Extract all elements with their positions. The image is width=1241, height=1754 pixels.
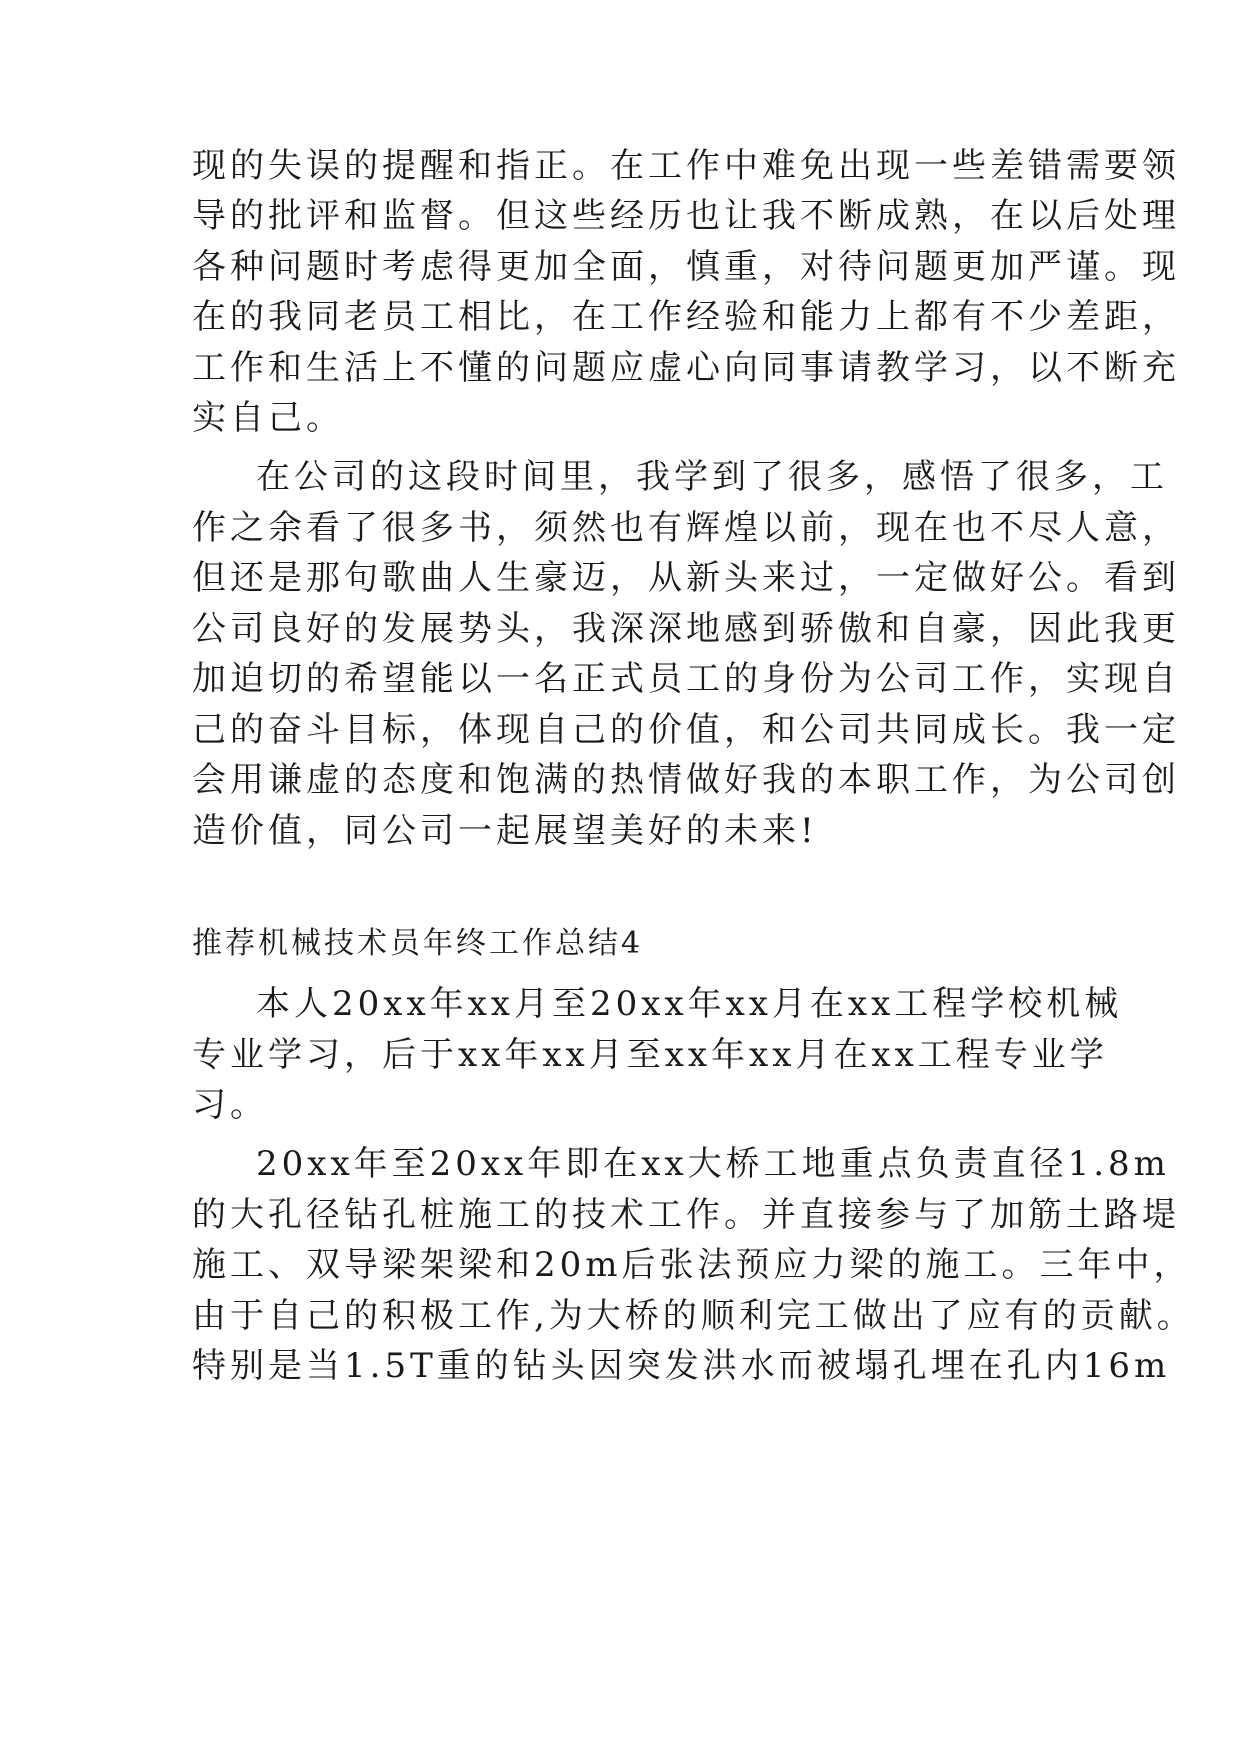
paragraph-4-line-1: 20xx年至20xx年即在xx大桥工地重点负责直径1.8m xyxy=(256,1144,1170,1184)
paragraph-1-line-6: 实自己。 xyxy=(192,398,344,438)
paragraph-2-line-2: 作之余看了很多书，须然也有辉煌以前，现在也不尽人意， xyxy=(192,508,1180,548)
paragraph-3-line-1: 本人20xx年xx月至20xx年xx月在xx工程学校机械 xyxy=(256,984,1123,1024)
paragraph-2-line-5: 加迫切的希望能以一名正式员工的身份为公司工作，实现自 xyxy=(192,659,1180,699)
paragraph-2-line-7: 会用谦虚的态度和饱满的热情做好我的本职工作，为公司创 xyxy=(192,760,1180,800)
paragraph-3-line-3: 习。 xyxy=(192,1085,268,1125)
paragraph-2-line-1: 在公司的这段时间里，我学到了很多，感悟了很多，工 xyxy=(256,457,1168,497)
paragraph-1-line-2: 导的批评和监督。但这些经历也让我不断成熟，在以后处理 xyxy=(192,196,1180,236)
paragraph-3-line-2: 专业学习，后于xx年xx月至xx年xx月在xx工程专业学 xyxy=(192,1035,1108,1075)
paragraph-1-line-4: 在的我同老员工相比，在工作经验和能力上都有不少差距， xyxy=(192,297,1180,337)
paragraph-1-line-3: 各种问题时考虑得更加全面，慎重，对待问题更加严谨。现 xyxy=(192,247,1180,287)
paragraph-1-line-5: 工作和生活上不懂的问题应虚心向同事请教学习，以不断充 xyxy=(192,348,1180,388)
paragraph-2-line-3: 但还是那句歌曲人生豪迈，从新头来过，一定做好公。看到 xyxy=(192,558,1180,598)
paragraph-2-line-6: 己的奋斗目标，体现自己的价值，和公司共同成长。我一定 xyxy=(192,710,1180,750)
paragraph-2-line-8: 造价值，同公司一起展望美好的未来! xyxy=(192,811,818,851)
paragraph-1-line-1: 现的失误的提醒和指正。在工作中难免出现一些差错需要领 xyxy=(192,146,1180,186)
section-title: 推荐机械技术员年终工作总结4 xyxy=(192,926,644,961)
paragraph-2-line-4: 公司良好的发展势头，我深深地感到骄傲和自豪，因此我更 xyxy=(192,609,1180,649)
paragraph-4-line-4: 由于自己的积极工作,为大桥的顺利完工做出了应有的贡献。 xyxy=(192,1296,1195,1336)
paragraph-4-line-3: 施工、双导梁架梁和20m后张法预应力梁的施工。三年中， xyxy=(192,1245,1192,1285)
paragraph-4-line-5: 特别是当1.5T重的钻头因突发洪水而被塌孔埋在孔内16m xyxy=(192,1346,1171,1386)
paragraph-4-line-2: 的大孔径钻孔桩施工的技术工作。并直接参与了加筋土路堤 xyxy=(192,1195,1180,1235)
